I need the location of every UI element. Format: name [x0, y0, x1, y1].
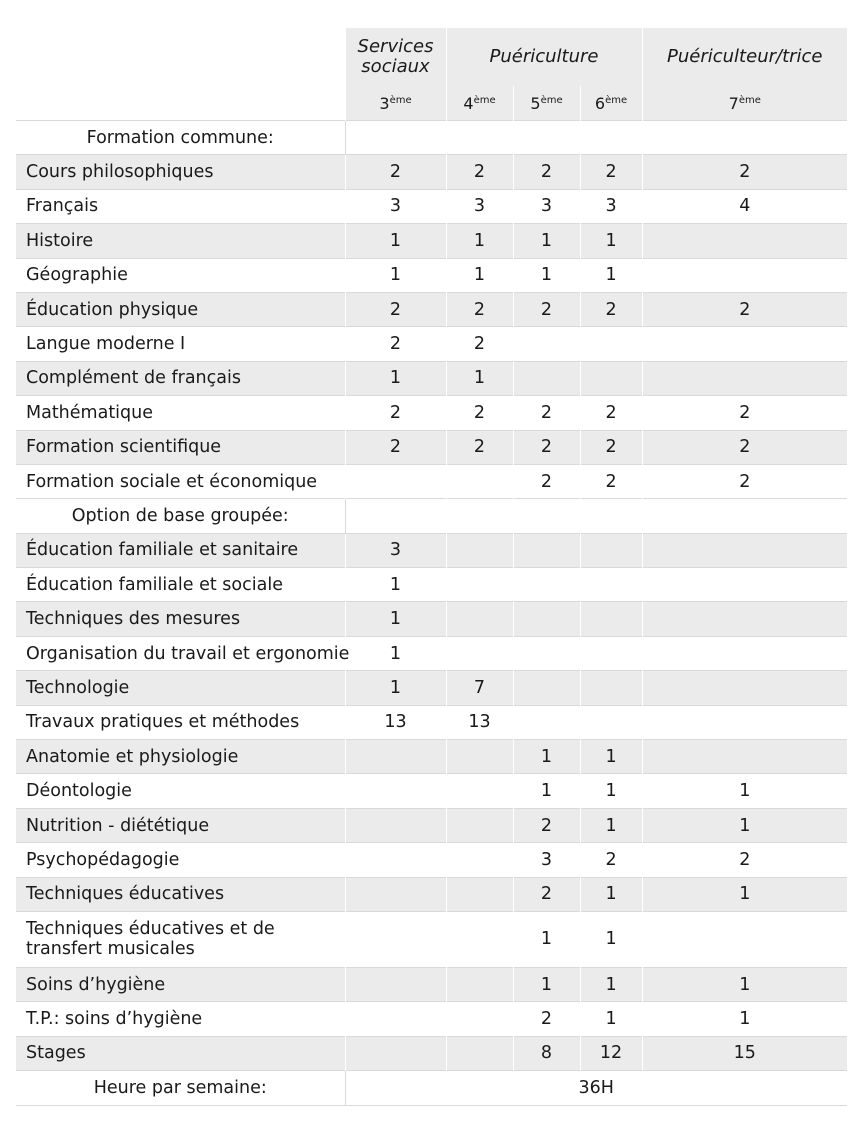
year-header: 4ème — [446, 86, 513, 121]
subject-label: Mathématique — [26, 402, 154, 423]
hours-cell: 1 — [580, 877, 642, 911]
hours-cell: 2 — [345, 396, 446, 430]
hours-cell — [345, 843, 446, 877]
hours-cell — [345, 464, 446, 498]
total-row — [16, 1071, 847, 1105]
hours-cell: 2 — [513, 808, 580, 842]
hours-cell — [446, 967, 513, 1001]
subject-label: Complément de français — [16, 361, 345, 395]
hours-cell: 1 — [345, 671, 446, 705]
header-puericulture: Puériculture — [446, 28, 642, 86]
hours-cell — [513, 705, 580, 739]
hours-cell — [642, 224, 847, 258]
hours-cell: 2 — [580, 843, 642, 877]
table-row — [16, 327, 847, 361]
hours-cell — [446, 533, 513, 567]
hours-cell — [345, 740, 446, 774]
table-row — [16, 911, 847, 967]
table-row — [16, 671, 847, 705]
hours-cell: 2 — [446, 155, 513, 189]
subject-label: Stages — [16, 1036, 345, 1070]
hours-cell: 2 — [642, 155, 847, 189]
hours-cell: 1 — [345, 361, 446, 395]
hours-cell: 12 — [580, 1036, 642, 1070]
hours-cell: 1 — [446, 361, 513, 395]
hours-cell — [642, 327, 847, 361]
hours-cell — [513, 602, 580, 636]
hours-cell: 1 — [446, 224, 513, 258]
hours-cell: 1 — [642, 877, 847, 911]
subject-label: Organisation du travail et ergonomie — [26, 643, 350, 664]
subject-label: Cours philosophiques — [16, 155, 345, 189]
hours-cell: 2 — [580, 155, 642, 189]
subject-label: Déontologie — [26, 781, 132, 802]
table-row — [16, 967, 847, 1001]
hours-cell: 2 — [513, 464, 580, 498]
subject-label: Formation sociale et économique — [26, 471, 318, 492]
table-row — [16, 396, 847, 430]
hours-cell: 3 — [446, 189, 513, 223]
hours-cell — [642, 636, 847, 670]
hours-cell: 2 — [345, 292, 446, 326]
table-row — [16, 464, 847, 498]
hours-cell — [642, 911, 847, 967]
subject-label: Éducation physique — [16, 292, 345, 326]
hours-cell — [513, 327, 580, 361]
hours-cell: 7 — [446, 671, 513, 705]
hours-cell — [446, 740, 513, 774]
subject-label: Éducation familiale et sociale — [26, 574, 283, 595]
hours-cell — [446, 774, 513, 808]
table-row — [16, 155, 847, 189]
hours-cell: 1 — [513, 258, 580, 292]
hours-cell: 2 — [642, 396, 847, 430]
hours-cell: 2 — [513, 155, 580, 189]
hours-cell — [345, 1036, 446, 1070]
hours-cell — [345, 774, 446, 808]
hours-cell: 1 — [345, 224, 446, 258]
hours-cell: 2 — [345, 155, 446, 189]
hours-cell — [446, 877, 513, 911]
hours-cell — [580, 568, 642, 602]
hours-cell: 1 — [513, 911, 580, 967]
subject-label: Soins d’hygiène — [16, 967, 345, 1001]
hours-cell: 3 — [513, 843, 580, 877]
hours-cell — [642, 533, 847, 567]
hours-cell — [446, 808, 513, 842]
table-row — [16, 602, 847, 636]
hours-cell — [446, 602, 513, 636]
table-row — [16, 430, 847, 464]
hours-cell: 1 — [580, 808, 642, 842]
hours-cell: 2 — [513, 877, 580, 911]
hours-cell: 2 — [642, 843, 847, 877]
header-row-years — [16, 86, 847, 121]
section-row-formation-commune — [16, 121, 847, 155]
hours-cell — [642, 671, 847, 705]
hours-cell — [642, 361, 847, 395]
subject-label: Technologie — [16, 671, 345, 705]
hours-cell: 2 — [580, 430, 642, 464]
hours-cell: 2 — [446, 430, 513, 464]
subject-label: Géographie — [26, 265, 128, 286]
subject-label: T.P.: soins d’hygiène — [26, 1009, 203, 1030]
section-title: Formation commune: — [16, 121, 345, 155]
hours-cell: 1 — [513, 967, 580, 1001]
table-row — [16, 1002, 847, 1036]
table-row — [16, 705, 847, 739]
hours-cell — [642, 258, 847, 292]
table-row — [16, 808, 847, 842]
hours-cell: 3 — [580, 189, 642, 223]
hours-cell: 1 — [642, 967, 847, 1001]
hours-cell — [446, 1002, 513, 1036]
hours-cell: 1 — [513, 224, 580, 258]
hours-cell: 4 — [642, 189, 847, 223]
hours-cell — [345, 967, 446, 1001]
subject-label: Éducation familiale et sanitaire — [16, 533, 345, 567]
hours-cell — [513, 568, 580, 602]
table-row — [16, 189, 847, 223]
subject-label: Psychopédagogie — [26, 849, 180, 870]
hours-cell — [642, 568, 847, 602]
hours-cell — [580, 705, 642, 739]
hours-cell: 1 — [580, 774, 642, 808]
hours-cell — [446, 1036, 513, 1070]
hours-cell: 13 — [345, 705, 446, 739]
hours-cell — [446, 636, 513, 670]
hours-cell — [345, 1002, 446, 1036]
hours-cell — [580, 636, 642, 670]
table-row — [16, 361, 847, 395]
hours-cell — [580, 671, 642, 705]
hours-cell — [513, 636, 580, 670]
hours-cell: 2 — [580, 396, 642, 430]
table-row — [16, 568, 847, 602]
subject-label: Anatomie et physiologie — [16, 740, 345, 774]
hours-cell: 2 — [513, 396, 580, 430]
hours-cell — [642, 740, 847, 774]
hours-cell — [446, 464, 513, 498]
hours-cell — [513, 533, 580, 567]
hours-cell: 1 — [580, 740, 642, 774]
hours-cell — [580, 602, 642, 636]
hours-cell: 1 — [345, 602, 446, 636]
table-row — [16, 533, 847, 567]
hours-cell — [446, 911, 513, 967]
subject-label: Nutrition - diététique — [16, 808, 345, 842]
section-row-option-base — [16, 499, 847, 533]
hours-cell — [345, 877, 446, 911]
hours-cell: 1 — [580, 1002, 642, 1036]
subject-label: Techniques éducatives — [16, 877, 345, 911]
header-corner — [16, 28, 345, 86]
hours-cell: 2 — [446, 292, 513, 326]
hours-cell: 1 — [642, 774, 847, 808]
hours-cell: 1 — [642, 808, 847, 842]
subject-label: Techniques éducatives et de transfert musicales — [26, 919, 275, 960]
total-value: 36H — [345, 1071, 847, 1105]
hours-cell: 2 — [642, 464, 847, 498]
hours-cell — [580, 533, 642, 567]
hours-cell: 3 — [345, 533, 446, 567]
hours-cell: 2 — [345, 327, 446, 361]
hours-cell: 2 — [580, 464, 642, 498]
hours-cell — [446, 568, 513, 602]
subject-label: Histoire — [16, 224, 345, 258]
hours-cell: 1 — [345, 568, 446, 602]
hours-cell: 2 — [513, 292, 580, 326]
table-row — [16, 636, 847, 670]
hours-cell: 8 — [513, 1036, 580, 1070]
section-title: Option de base groupée: — [16, 499, 345, 533]
header-corner-2 — [16, 86, 345, 121]
year-header: 7ème — [642, 86, 847, 121]
hours-cell: 1 — [446, 258, 513, 292]
hours-cell — [513, 671, 580, 705]
table-row — [16, 1036, 847, 1070]
hours-cell — [446, 843, 513, 877]
hours-cell — [642, 705, 847, 739]
hours-cell: 13 — [446, 705, 513, 739]
hours-cell — [345, 911, 446, 967]
hours-cell: 1 — [580, 258, 642, 292]
hours-cell — [513, 361, 580, 395]
hours-cell: 2 — [513, 430, 580, 464]
year-header: 6ème — [580, 86, 642, 121]
hours-cell — [345, 808, 446, 842]
hours-cell: 1 — [580, 224, 642, 258]
hours-cell: 2 — [446, 327, 513, 361]
hours-cell: 2 — [642, 430, 847, 464]
hours-cell: 3 — [345, 189, 446, 223]
hours-cell: 2 — [446, 396, 513, 430]
table-row — [16, 740, 847, 774]
table-row — [16, 258, 847, 292]
hours-cell: 2 — [345, 430, 446, 464]
table-row — [16, 292, 847, 326]
table-row — [16, 224, 847, 258]
table-row — [16, 877, 847, 911]
hours-cell: 1 — [513, 774, 580, 808]
year-header: 3ème — [345, 86, 446, 121]
hours-cell: 2 — [513, 1002, 580, 1036]
subject-label: Français — [26, 196, 99, 217]
subject-label: Formation scientifique — [16, 430, 345, 464]
hours-cell: 2 — [580, 292, 642, 326]
schedule-table — [16, 28, 847, 1106]
hours-cell: 1 — [580, 911, 642, 967]
hours-cell — [580, 361, 642, 395]
subject-label: Techniques des mesures — [16, 602, 345, 636]
year-header: 5ème — [513, 86, 580, 121]
header-row-groups — [16, 28, 847, 86]
subject-label: Langue moderne I — [26, 334, 186, 355]
hours-cell: 1 — [513, 740, 580, 774]
hours-cell: 1 — [580, 967, 642, 1001]
subject-label: Travaux pratiques et méthodes — [26, 712, 300, 733]
hours-cell: 1 — [345, 636, 446, 670]
hours-cell: 1 — [642, 1002, 847, 1036]
hours-cell — [580, 327, 642, 361]
total-label: Heure par semaine: — [16, 1071, 345, 1105]
hours-cell — [642, 602, 847, 636]
schedule-table-container — [16, 28, 847, 1106]
table-row — [16, 774, 847, 808]
hours-cell: 15 — [642, 1036, 847, 1070]
hours-cell: 2 — [642, 292, 847, 326]
table-row — [16, 843, 847, 877]
hours-cell: 3 — [513, 189, 580, 223]
header-puericulteur: Puériculteur/trice — [642, 28, 847, 86]
header-services-sociaux: Services sociaux — [345, 28, 446, 86]
hours-cell: 1 — [345, 258, 446, 292]
